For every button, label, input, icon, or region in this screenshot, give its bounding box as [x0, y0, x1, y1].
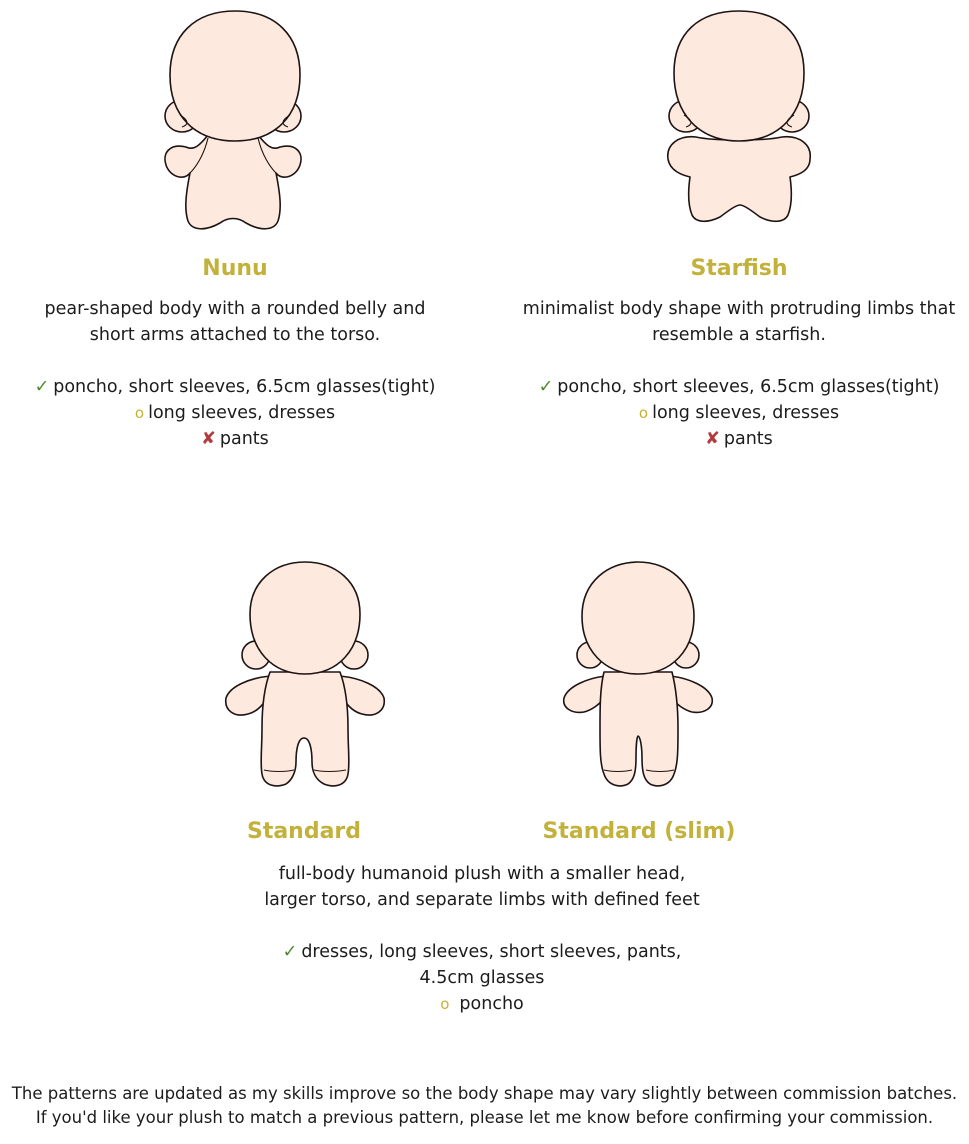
starfish-no-row	[514, 426, 964, 452]
standard-description-line-2: larger torso, and separate limbs with defined feet	[264, 890, 700, 910]
starfish-description	[504, 296, 969, 348]
nunu-maybe-text: long sleeves, dresses	[148, 403, 336, 423]
circle-icon: o	[134, 404, 145, 422]
nunu-maybe-row	[10, 400, 460, 426]
nunu-fits-row	[10, 374, 460, 400]
starfish-compatibility	[514, 374, 964, 452]
footer-line-2: If you'd like your plush to match a previous pattern, please let me know before confirming your commission.	[35, 1108, 934, 1127]
standard-description	[232, 861, 732, 913]
check-icon: ✓	[538, 377, 554, 397]
standard-slim-title: Standard (slim)	[542, 819, 736, 844]
starfish-maybe-row	[514, 400, 964, 426]
standard-slim-plush-illustration	[560, 558, 720, 793]
check-icon: ✓	[282, 942, 298, 962]
starfish-description-line-2: resemble a starfish.	[652, 325, 826, 345]
standard-fits-row	[232, 939, 732, 965]
check-icon: ✓	[34, 377, 50, 397]
standard-maybe-text: poncho	[459, 994, 524, 1014]
standard-compatibility	[232, 939, 732, 1017]
nunu-description	[10, 296, 460, 348]
standard-fits-text-line-2: 4.5cm glasses	[419, 968, 545, 988]
nunu-plush-illustration	[150, 5, 320, 235]
starfish-title: Starfish	[690, 256, 788, 281]
nunu-fits-text: poncho, short sleeves, 6.5cm glasses(tight)	[53, 377, 436, 397]
cross-icon: ✘	[201, 429, 216, 449]
starfish-no-text: pants	[723, 429, 773, 449]
standard-maybe-row	[232, 991, 732, 1017]
standard-plush-illustration	[220, 558, 390, 793]
starfish-maybe-text: long sleeves, dresses	[652, 403, 840, 423]
nunu-description-line-1: pear-shaped body with a rounded belly and	[44, 299, 426, 319]
nunu-compatibility	[10, 374, 460, 452]
starfish-plush-illustration	[654, 5, 824, 230]
standard-fits-text-line-1: dresses, long sleeves, short sleeves, pants,	[301, 942, 682, 962]
footer-note	[0, 1082, 969, 1130]
circle-icon: o	[440, 995, 450, 1013]
circle-icon: o	[638, 404, 649, 422]
starfish-fits-row	[514, 374, 964, 400]
standard-title: Standard	[246, 819, 362, 844]
starfish-fits-text: poncho, short sleeves, 6.5cm glasses(tight)	[557, 377, 940, 397]
footer-line-1: The patterns are updated as my skills improve so the body shape may vary slightly between commission batches.	[11, 1084, 958, 1103]
standard-description-line-1: full-body humanoid plush with a smaller head,	[278, 864, 686, 884]
cross-icon: ✘	[705, 429, 720, 449]
nunu-title: Nunu	[202, 256, 268, 281]
nunu-description-line-2: short arms attached to the torso.	[89, 325, 381, 345]
nunu-no-text: pants	[219, 429, 269, 449]
nunu-no-row	[10, 426, 460, 452]
starfish-description-line-1: minimalist body shape with protruding limbs that	[522, 299, 956, 319]
